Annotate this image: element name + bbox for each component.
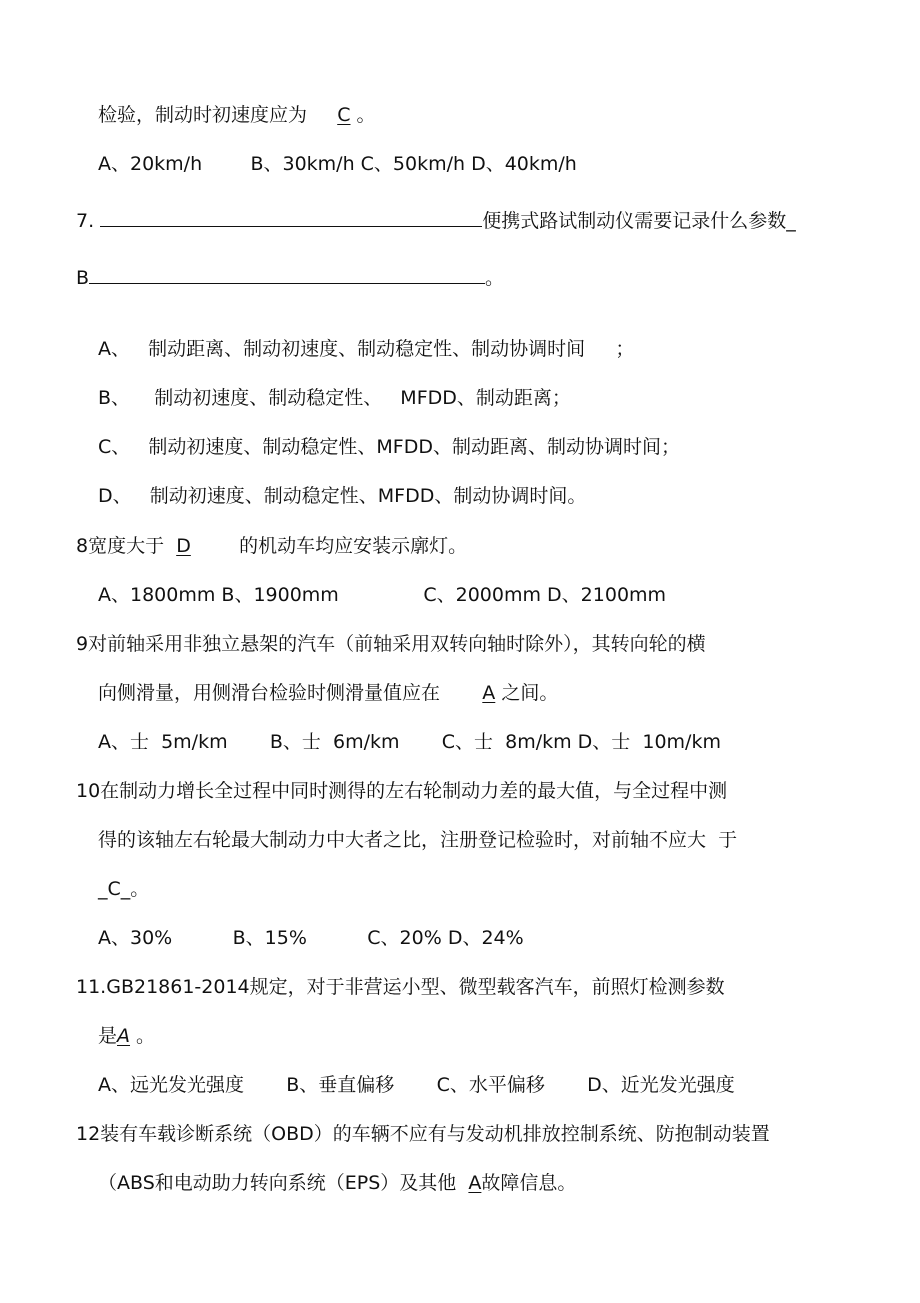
q7-option-c: C、 制动初速度、制动稳定性、MFDD、制动距离、制动协调时间； bbox=[98, 436, 680, 458]
q12-stem-text: （ABS和电动助力转向系统（EPS）及其他 bbox=[98, 1172, 457, 1194]
q10-options: A、30% B、15% C、20% D、24% bbox=[98, 927, 524, 949]
q7-answer-line bbox=[76, 263, 504, 290]
q7-option-a: A、 制动距离、制动初速度、制动稳定性、制动协调时间 ； bbox=[98, 338, 635, 360]
q7-option-b: B、 制动初速度、制动稳定性、 MFDD、制动距离； bbox=[98, 387, 571, 409]
q11-options: A、远光发光强度 B、垂直偏移 C、水平偏移 D、近光发光强度 bbox=[98, 1074, 735, 1096]
q7-option-d: D、 制动初速度、制动稳定性、MFDD、制动协调时间。 bbox=[98, 485, 587, 507]
q12-stem-line1: 12装有车载诊断系统（OBD）的车辆不应有与发动机排放控制系统、防抱制动装置 bbox=[76, 1123, 770, 1145]
q9-stem-line2 bbox=[98, 681, 558, 705]
q9-stem-text: 向侧滑量，用侧滑台检验时侧滑量值应在 bbox=[98, 682, 441, 704]
q7-blank-1 bbox=[100, 206, 482, 227]
q8-answer: D bbox=[176, 535, 191, 557]
q9-stem-end: 之间。 bbox=[501, 682, 559, 704]
q8-stem-end: 的机动车均应安装示廓灯。 bbox=[239, 535, 468, 557]
q7-answer: B bbox=[76, 267, 90, 289]
q9-stem-line1: 9对前轴采用非独立悬架的汽车（前轴采用双转向轴时除外），其转向轮的横 bbox=[76, 633, 706, 655]
q11-stem-text: 是 bbox=[98, 1025, 118, 1047]
q10-stem-line3 bbox=[98, 877, 149, 901]
q10-answer: C bbox=[107, 878, 121, 900]
q7-blank-2 bbox=[89, 263, 485, 284]
q12-stem-end: 故障信息。 bbox=[481, 1172, 577, 1194]
q9-options: A、士 5m/km B、士 6m/km C、士 8m/km D、士 10m/km bbox=[98, 731, 721, 753]
q12-stem-line2 bbox=[98, 1171, 576, 1195]
q8-options: A、1800mm B、1900mm C、2000mm D、2100mm bbox=[98, 584, 667, 606]
q7-stem bbox=[76, 206, 796, 233]
q10-stem-line2: 得的该轴左右轮最大制动力中大者之比，注册登记检验时，对前轴不应大 于 bbox=[98, 829, 738, 851]
q9-answer: A bbox=[482, 682, 496, 704]
q6-stem bbox=[98, 103, 376, 127]
q11-stem-line2 bbox=[98, 1024, 155, 1048]
q8-stem-text: 8宽度大于 bbox=[76, 535, 165, 557]
q11-stem-line1: 11.GB21861-2014规定，对于非营运小型、微型载客汽车，前照灯检测参数 bbox=[76, 976, 725, 998]
q10-stem-line1: 10在制动力增长全过程中同时测得的左右轮制动力差的最大值，与全过程中测 bbox=[76, 780, 728, 802]
q7-number: 7. bbox=[76, 210, 95, 232]
q6-answer: C bbox=[337, 104, 351, 126]
q6-stem-text: 检验，制动时初速度应为 bbox=[98, 104, 308, 126]
q8-stem bbox=[76, 534, 467, 558]
q11-stem-end: 。 bbox=[130, 1025, 156, 1047]
q7-question: 便携式路试制动仪需要记录什么参数_ bbox=[482, 210, 796, 232]
q6-stem-end: 。 bbox=[356, 104, 376, 126]
q10-post: _。 bbox=[120, 878, 150, 900]
q11-answer: A bbox=[117, 1025, 131, 1047]
q12-answer: A bbox=[468, 1172, 482, 1194]
q6-options: A、20km/h B、30km/h C、50km/h D、40km/h bbox=[98, 153, 577, 175]
q10-pre: _ bbox=[98, 878, 108, 900]
q7-end: 。 bbox=[485, 267, 505, 289]
